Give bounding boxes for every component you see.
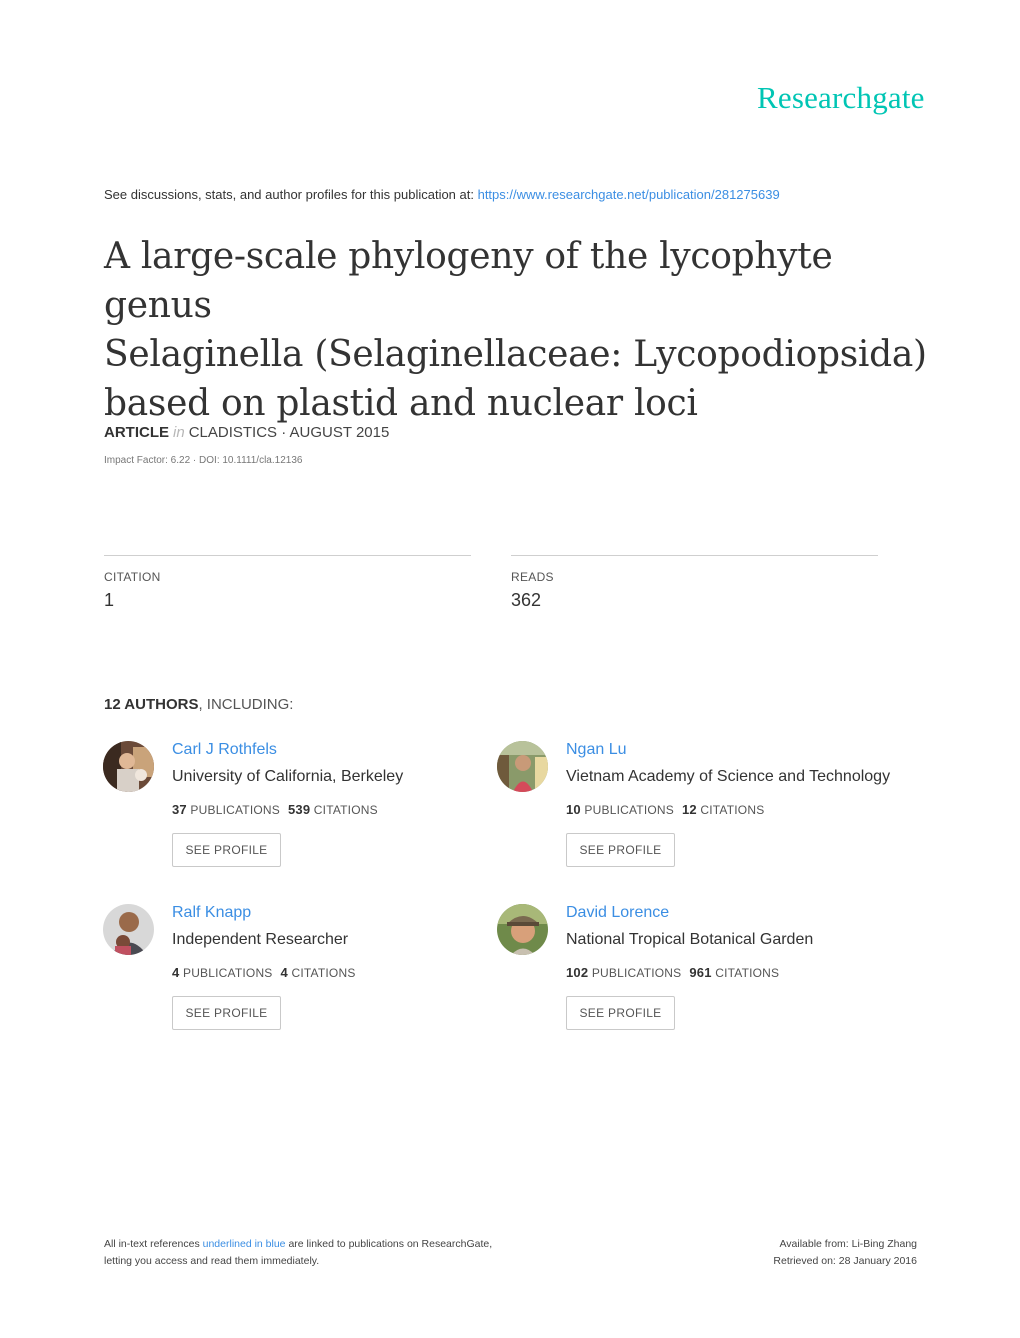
publications-label: PUBLICATIONS: [591, 966, 682, 980]
article-meta: [104, 424, 389, 441]
authors-suffix: , INCLUDING:: [198, 696, 294, 713]
footer-line-2: letting you access and read them immediately.: [104, 1255, 320, 1267]
publications-count: 10: [566, 802, 581, 817]
reads-label: READS: [511, 570, 554, 584]
retrieved-on: Retrieved on: 28 January 2016: [773, 1255, 917, 1267]
avatar[interactable]: [497, 741, 548, 792]
author-affiliation: University of California, Berkeley: [172, 768, 404, 785]
author-name[interactable]: Ngan Lu: [566, 741, 627, 758]
citations-label: CITATIONS: [700, 803, 765, 817]
in-label: in: [173, 424, 185, 441]
publications-label: PUBLICATIONS: [182, 966, 273, 980]
avatar[interactable]: [103, 904, 154, 955]
impact-doi: Impact Factor: 6.22 · DOI: 10.1111/cla.12136: [104, 455, 303, 466]
publications-count: 4: [172, 965, 180, 980]
author-name[interactable]: Carl J Rothfels: [172, 741, 277, 758]
journal-date[interactable]: CLADISTICS · AUGUST 2015: [188, 424, 390, 441]
citation-value: 1: [104, 590, 115, 610]
title-line-2: Selaginella (Selaginellaceae: Lycopodiopsida): [104, 334, 927, 375]
citation-label: CITATION: [104, 570, 161, 584]
footer-text-c: are linked to publications on ResearchGate,: [285, 1238, 493, 1250]
author-stats: [172, 965, 356, 980]
underlined-in-blue-link[interactable]: underlined in blue: [202, 1238, 286, 1250]
publications-label: PUBLICATIONS: [584, 803, 674, 817]
author-name[interactable]: Ralf Knapp: [172, 904, 252, 921]
author-card: [103, 741, 483, 891]
footer-availability: [620, 1236, 917, 1270]
author-affiliation: National Tropical Botanical Garden: [566, 931, 814, 948]
authors-count: 12 AUTHORS: [104, 696, 199, 713]
title-line-1: A large-scale phylogeny of the lycophyte genus: [104, 236, 833, 326]
author-card: [497, 741, 891, 891]
see-profile-button[interactable]: SEE PROFILE: [172, 996, 281, 1030]
avatar[interactable]: [103, 741, 154, 792]
citations-count: 961: [689, 965, 712, 980]
see-profile-button[interactable]: SEE PROFILE: [566, 833, 675, 867]
citations-label: CITATIONS: [715, 966, 780, 980]
author-affiliation: Independent Researcher: [172, 931, 349, 948]
discussion-line: [104, 187, 780, 202]
article-type: ARTICLE: [104, 424, 169, 441]
publication-link[interactable]: https://www.researchgate.net/publication/281275639: [477, 187, 780, 202]
citations-count: 539: [287, 802, 311, 817]
citations-count: 12: [681, 802, 697, 817]
discussion-prefix: See discussions, stats, and author profiles for this publication at:: [104, 187, 478, 202]
author-affiliation: Vietnam Academy of Science and Technology: [566, 768, 891, 785]
footer-text-a: All in-text references: [104, 1238, 203, 1250]
author-stats: [566, 965, 779, 980]
citations-label: CITATIONS: [291, 966, 356, 980]
publications-label: PUBLICATIONS: [190, 803, 280, 817]
see-profile-button[interactable]: SEE PROFILE: [172, 833, 281, 867]
publications-count: 102: [566, 965, 589, 980]
citations-count: 4: [280, 965, 288, 980]
citation-stat: [104, 555, 471, 611]
footer-note: [104, 1236, 492, 1270]
available-from: Available from: Li-Bing Zhang: [779, 1238, 917, 1250]
author-card: [103, 904, 483, 1054]
footer-line-1: [104, 1236, 492, 1253]
citations-label: CITATIONS: [313, 803, 378, 817]
title-line-3: based on plastid and nuclear loci: [104, 383, 698, 424]
article-title: [104, 232, 944, 428]
avatar[interactable]: [497, 904, 548, 955]
reads-value: 362: [511, 590, 542, 610]
authors-heading: [104, 696, 293, 713]
reads-stat: [511, 555, 878, 611]
author-stats: [566, 802, 764, 817]
researchgate-logo[interactable]: Researchgate: [757, 80, 925, 115]
author-name[interactable]: David Lorence: [566, 904, 670, 921]
author-card: [497, 904, 877, 1054]
see-profile-button[interactable]: SEE PROFILE: [566, 996, 675, 1030]
author-stats: [172, 802, 378, 817]
publications-count: 37: [172, 802, 187, 817]
